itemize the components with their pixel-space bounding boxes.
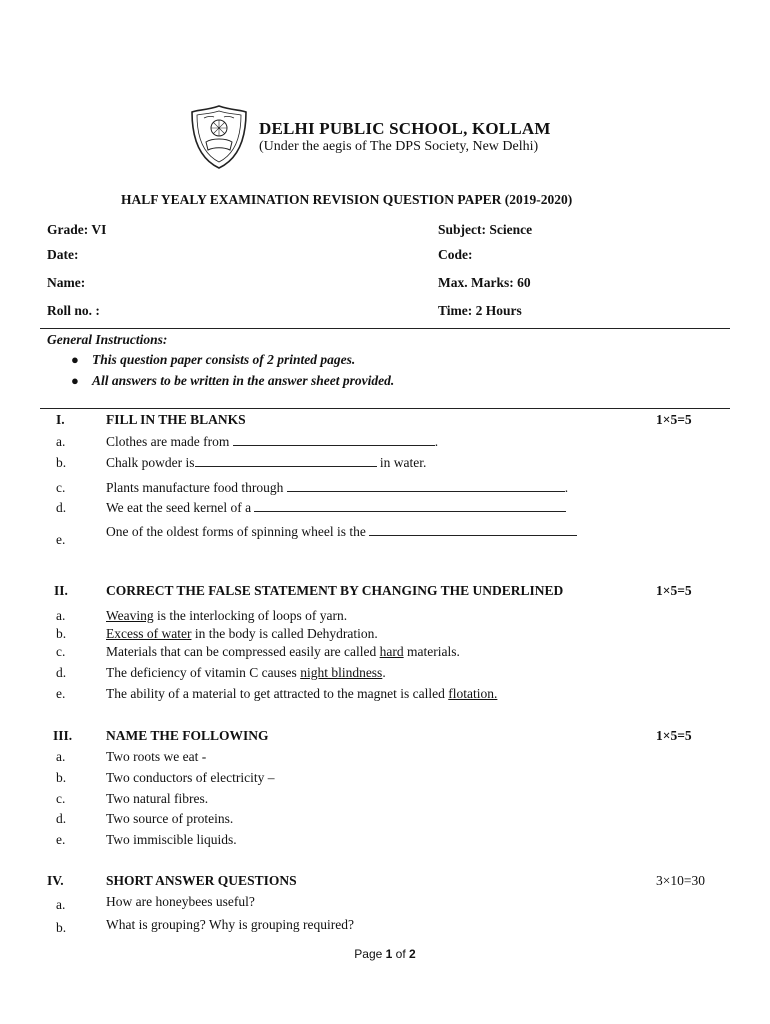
question-label: d. [56, 500, 67, 515]
question-label: e. [56, 532, 66, 547]
instructions-title: General Instructions: [47, 332, 168, 347]
question-text: The deficiency of vitamin C causes night blindness. [106, 665, 386, 680]
question-label: b. [56, 770, 67, 785]
answer-blank [254, 500, 566, 512]
time-label: Time: 2 Hours [438, 303, 522, 318]
school-name: DELHI PUBLIC SCHOOL, KOLLAM [259, 119, 551, 138]
section-number: IV. [47, 873, 64, 888]
section-title: FILL IN THE BLANKS [106, 412, 246, 427]
question-text: Clothes are made from . [106, 434, 439, 449]
grade-label: Grade: VI [47, 222, 107, 237]
section-number: III. [53, 728, 73, 743]
question-text: Weaving is the interlocking of loops of yarn. [106, 608, 348, 623]
bullet-icon: ● [71, 352, 79, 367]
section-marks: 1×5=5 [656, 412, 692, 427]
school-crest-icon [190, 104, 248, 170]
question-label: a. [56, 608, 66, 623]
question-text: Plants manufacture food through . [106, 480, 569, 495]
section-number: I. [56, 412, 65, 427]
instruction-item: All answers to be written in the answer sheet provided. [92, 373, 395, 388]
date-label: Date: [47, 247, 79, 262]
answer-blank [233, 434, 435, 446]
underlined-phrase: hard [379, 644, 404, 659]
question-label: b. [56, 455, 67, 470]
question-label: b. [56, 626, 67, 641]
question-text: Materials that can be compressed easily are called hard materials. [106, 644, 460, 659]
question-label: a. [56, 749, 66, 764]
question-text: Chalk powder is in water. [106, 455, 427, 470]
section-title: CORRECT THE FALSE STATEMENT BY CHANGING THE UNDERLINED [106, 583, 564, 598]
instruction-item: This question paper consists of 2 printed pages. [92, 352, 356, 367]
question-text: Excess of water in the body is called Dehydration. [106, 626, 378, 641]
paper-title: HALF YEALY EXAMINATION REVISION QUESTION PAPER (2019-2020) [121, 192, 573, 207]
page-number: Page 1 of 2 [354, 947, 416, 961]
bullet-icon: ● [71, 373, 79, 388]
question-text: What is grouping? Why is grouping required? [106, 917, 354, 932]
divider [40, 408, 730, 409]
question-text: Two conductors of electricity – [106, 770, 275, 785]
question-text: How are honeybees useful? [106, 894, 255, 909]
underlined-phrase: flotation. [448, 686, 498, 701]
section-number: II. [54, 583, 68, 598]
answer-blank [287, 480, 565, 492]
question-label: e. [56, 832, 66, 847]
underlined-phrase: Excess of water [106, 626, 192, 641]
underlined-phrase: night blindness [300, 665, 383, 680]
question-label: e. [56, 686, 66, 701]
roll-no-label: Roll no. : [47, 303, 100, 318]
question-text: Two roots we eat - [106, 749, 207, 764]
question-label: b. [56, 920, 67, 935]
question-label: a. [56, 434, 66, 449]
question-text: Two source of proteins. [106, 811, 234, 826]
question-text: Two natural fibres. [106, 791, 209, 806]
underlined-phrase: Weaving [106, 608, 154, 623]
question-text: We eat the seed kernel of a [106, 500, 566, 516]
question-text: One of the oldest forms of spinning wheel is the [106, 524, 577, 540]
question-label: d. [56, 665, 67, 680]
question-text: The ability of a material to get attracted to the magnet is called flotation. [106, 686, 498, 701]
question-label: a. [56, 897, 66, 912]
section-title: NAME THE FOLLOWING [106, 728, 269, 743]
question-label: d. [56, 811, 67, 826]
section-marks: 1×5=5 [656, 583, 692, 598]
section-marks: 1×5=5 [656, 728, 692, 743]
name-label: Name: [47, 275, 86, 290]
divider [40, 328, 730, 329]
code-label: Code: [438, 247, 473, 262]
question-label: c. [56, 791, 66, 806]
max-marks-label: Max. Marks: 60 [438, 275, 531, 290]
section-title: SHORT ANSWER QUESTIONS [106, 873, 297, 888]
question-label: c. [56, 480, 66, 495]
school-subtitle: (Under the aegis of The DPS Society, New Delhi) [259, 139, 539, 154]
answer-blank [195, 455, 377, 467]
section-marks: 3×10=30 [656, 873, 705, 888]
subject-label: Subject: Science [438, 222, 533, 237]
question-text: Two immiscible liquids. [106, 832, 237, 847]
answer-blank [369, 524, 577, 536]
question-label: c. [56, 644, 66, 659]
